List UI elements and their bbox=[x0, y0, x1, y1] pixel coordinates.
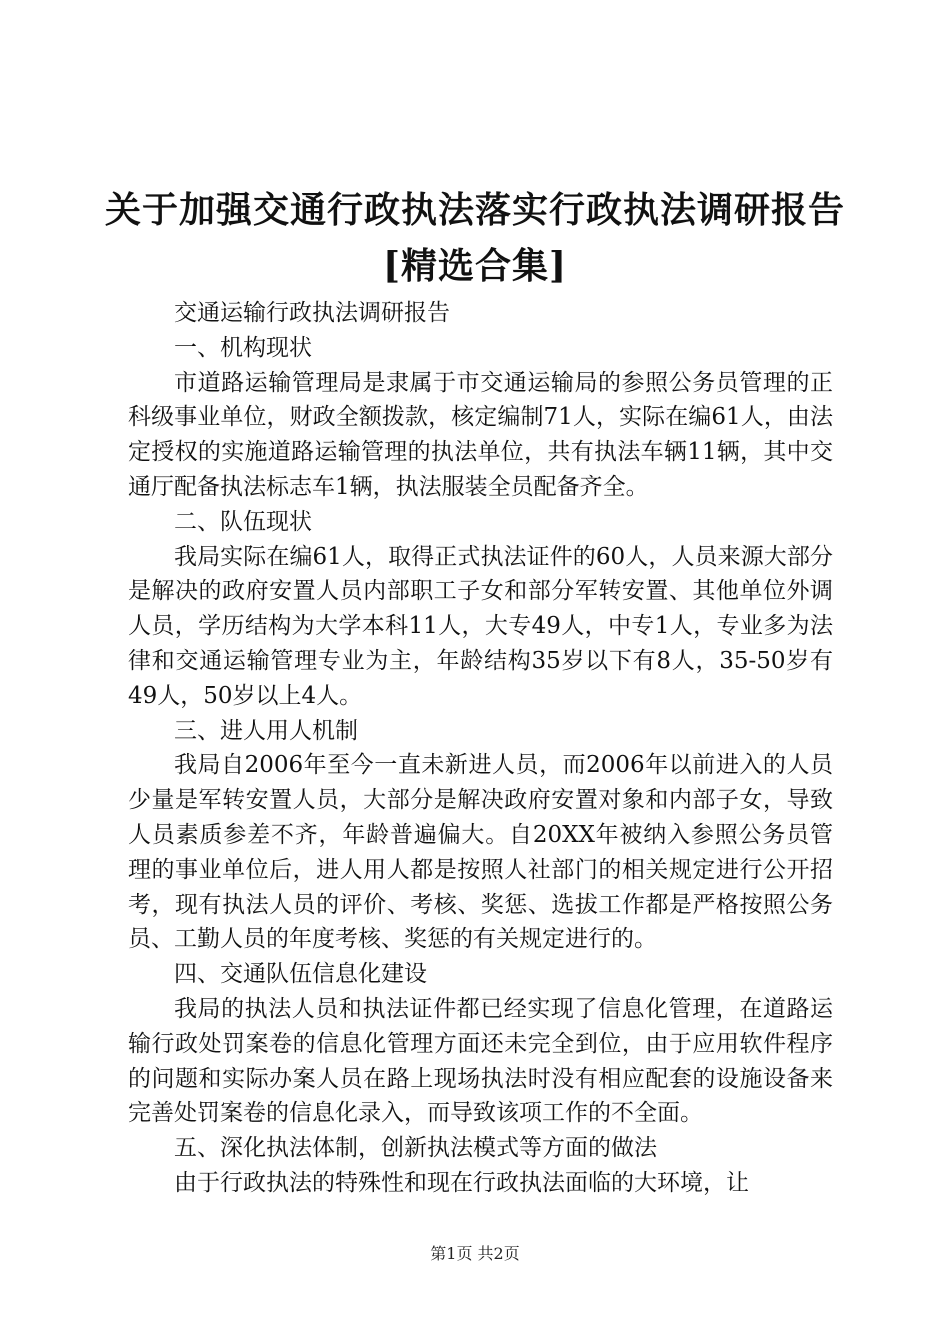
section-heading-3: 三、进人用人机制 bbox=[174, 717, 358, 744]
section-paragraph-3: 我局自2006年至今一直未新进人员，而2006年以前进入的人员少量是军转安置人员，大部分是解决政府安置对象和内部子女，导致人员素质参差不齐，年龄普遍偏大。自20XX年被纳入参照公务员管理的事业单位后，进人用人都是按照人社部门的相关规定进行公开招考，现有执法人员的评价、考核、奖惩、选拔工作都是严格按照公务员、工勤人员的年度考核、奖惩的有关规定进行的。 bbox=[128, 752, 833, 953]
section-paragraph-1: 市道路运输管理局是隶属于市交通运输局的参照公务员管理的正科级事业单位，财政全额拨款，核定编制71人，实际在编61人，由法定授权的实施道路运输管理的执法单位，共有执法车辆11辆，其中交通厅配备执法标志车1辆，执法服装全员配备齐全。 bbox=[128, 369, 833, 500]
section-paragraph-2: 我局实际在编61人，取得正式执法证件的60人，人员来源大部分是解决的政府安置人员内部职工子女和部分军转安置、其他单位外调人员，学历结构为大学本科11人，大专49人，中专1人，专业多为法律和交通运输管理专业为主，年龄结构35岁以下有8人，35-50岁有49人，50岁以上4人。 bbox=[128, 543, 833, 709]
section-heading-4: 四、交通队伍信息化建设 bbox=[174, 961, 427, 988]
section-paragraph-4: 我局的执法人员和执法证件都已经实现了信息化管理，在道路运输行政处罚案卷的信息化管理方面还未完全到位，由于应用软件程序的问题和实际办案人员在路上现场执法时没有相应配套的设施设备来完善处罚案卷的信息化录入，而导致该项工作的不全面。 bbox=[128, 995, 833, 1127]
section-heading-5: 五、深化执法体制，创新执法模式等方面的做法 bbox=[174, 1135, 657, 1162]
document-title-suffix: [精选合集] bbox=[382, 245, 568, 287]
section-heading-2: 二、队伍现状 bbox=[174, 508, 312, 535]
document-body bbox=[128, 296, 833, 1201]
section-heading-1: 一、机构现状 bbox=[174, 334, 312, 361]
document-title: 关于加强交通行政执法落实行政执法调研报告 bbox=[104, 189, 845, 231]
page-number-footer: 第1页 共2页 bbox=[430, 1244, 520, 1263]
report-subtitle: 交通运输行政执法调研报告 bbox=[174, 300, 450, 326]
section-paragraph-5: 由于行政执法的特殊性和现在行政执法面临的大环境，让 bbox=[174, 1169, 749, 1196]
